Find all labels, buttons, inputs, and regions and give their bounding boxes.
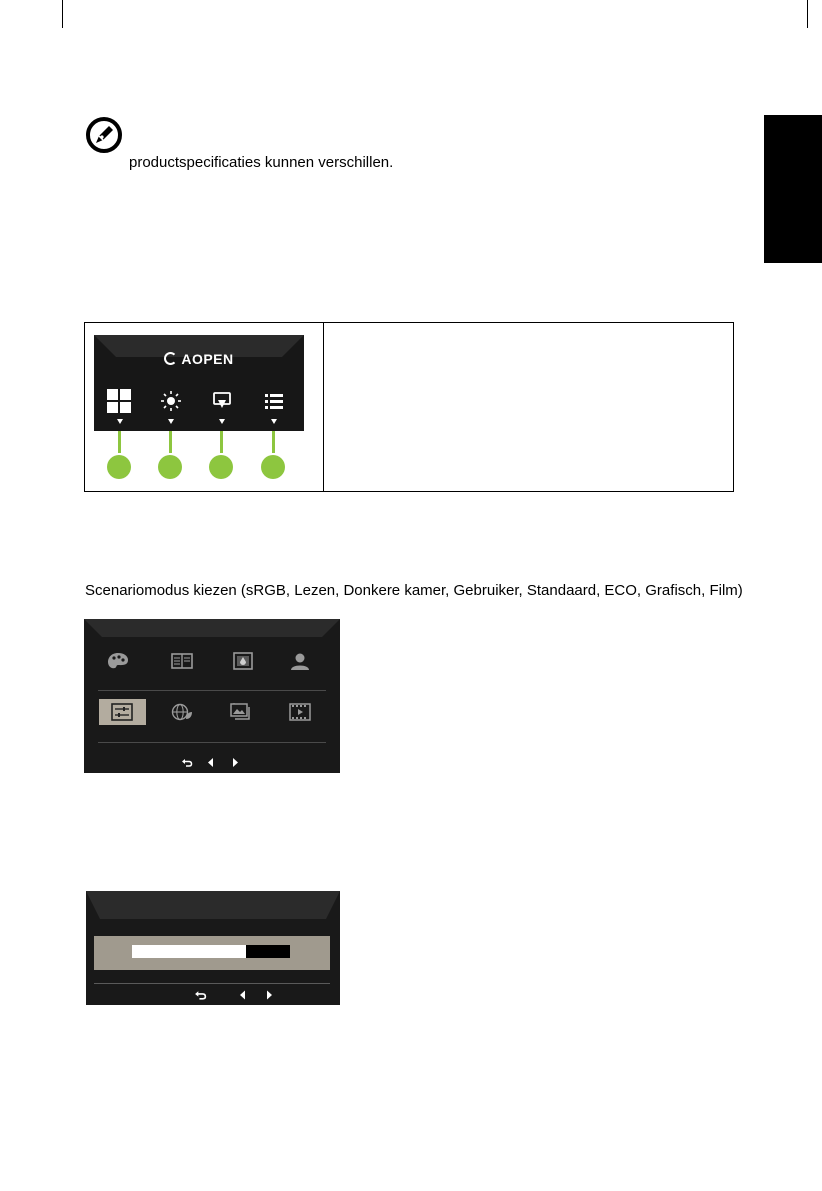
panel-bevel — [86, 891, 340, 923]
crop-mark-right — [807, 0, 820, 28]
crop-mark-left — [62, 0, 75, 28]
mode-grid-icon[interactable] — [107, 389, 131, 413]
left-arrow-icon[interactable] — [208, 758, 214, 767]
row-divider — [94, 983, 330, 984]
right-arrow-icon[interactable] — [266, 990, 272, 1000]
palette-icon[interactable] — [107, 652, 129, 670]
panel-bevel — [84, 619, 340, 639]
dark-room-icon[interactable] — [232, 652, 254, 670]
language-tab — [764, 115, 822, 263]
back-icon[interactable] — [181, 757, 193, 767]
brightness-strip — [94, 936, 330, 970]
key-arrow — [168, 419, 174, 424]
reading-icon[interactable] — [171, 652, 193, 670]
film-icon[interactable] — [289, 703, 311, 721]
graphics-icon[interactable] — [230, 703, 252, 721]
key-button-4 — [261, 455, 285, 479]
key-connector — [169, 431, 172, 453]
menu-list-icon[interactable] — [262, 389, 286, 413]
key-button-3 — [209, 455, 233, 479]
scenario-mode-label: Scenariomodus kiezen (sRGB, Lezen, Donkere kamer, Gebruiker, Standaard, ECO, Grafisch, Film) — [85, 582, 743, 599]
scenario-mode-panel — [84, 619, 340, 773]
table-divider — [323, 323, 324, 491]
key-connector — [118, 431, 121, 453]
key-connector — [220, 431, 223, 453]
user-icon[interactable] — [289, 652, 311, 670]
brand-logo — [94, 351, 304, 367]
input-source-icon[interactable] — [210, 389, 234, 413]
brightness-sun-icon[interactable] — [159, 389, 183, 413]
back-icon[interactable] — [194, 989, 207, 1000]
key-arrow — [219, 419, 225, 424]
left-arrow-icon[interactable] — [240, 990, 246, 1000]
hotkey-table — [84, 322, 734, 492]
brightness-slider[interactable] — [132, 945, 290, 958]
key-arrow — [271, 419, 277, 424]
note-text: productspecificaties kunnen verschillen. — [129, 154, 394, 171]
right-arrow-icon[interactable] — [232, 758, 238, 767]
eco-globe-icon[interactable] — [171, 703, 193, 721]
note-pen-icon — [85, 116, 123, 154]
aopen-logo-icon — [164, 352, 177, 365]
standard-sliders-icon[interactable] — [111, 703, 133, 721]
panel-bevel — [94, 335, 304, 431]
row-divider — [98, 690, 326, 691]
row-divider — [98, 742, 326, 743]
key-connector — [272, 431, 275, 453]
key-arrow — [117, 419, 123, 424]
osd-hotkey-panel — [94, 335, 304, 431]
brightness-slider-fill — [132, 945, 246, 958]
brand-text: AOPEN — [181, 351, 234, 367]
key-button-2 — [158, 455, 182, 479]
brightness-panel — [86, 891, 340, 1005]
key-button-1 — [107, 455, 131, 479]
